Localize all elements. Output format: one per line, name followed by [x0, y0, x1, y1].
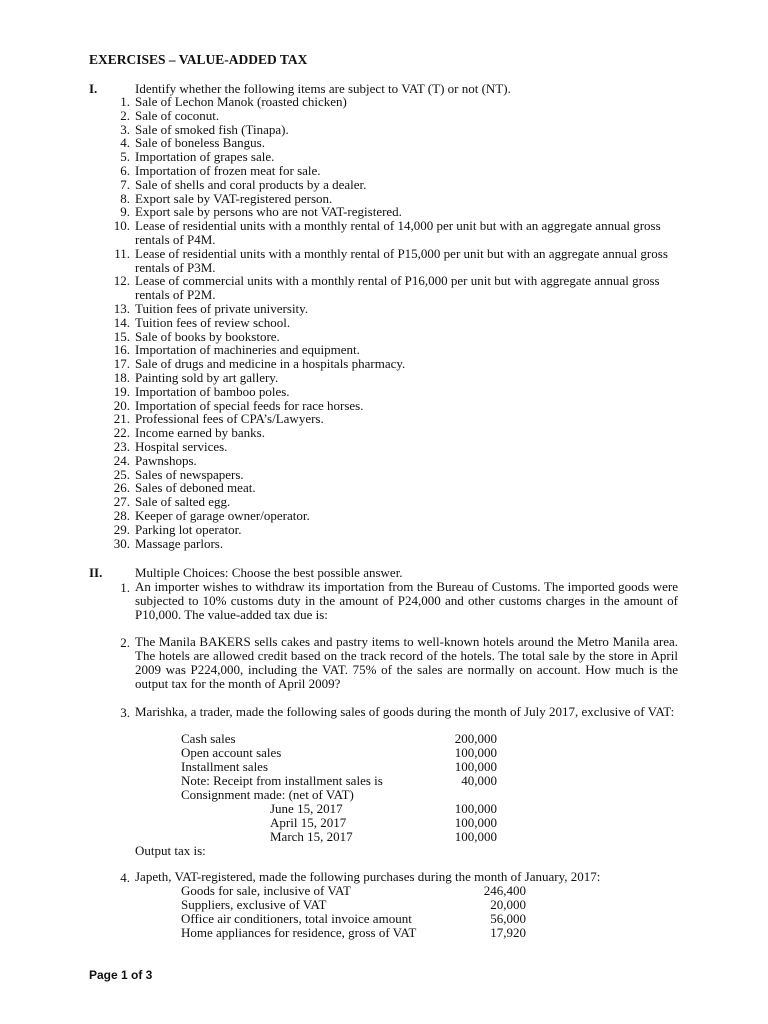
- list-item: [104, 178, 694, 192]
- list-item-number: 17.: [113, 356, 130, 372]
- list-item: [104, 537, 694, 551]
- list-item-text: Sale of books by bookstore.: [135, 328, 280, 344]
- list-item-number: 15.: [113, 328, 130, 344]
- section-1-number: I.: [89, 81, 98, 96]
- table-label: Suppliers, exclusive of VAT: [181, 897, 327, 912]
- list-item-number: 20.: [113, 397, 130, 413]
- table-label: June 15, 2017: [270, 801, 343, 816]
- list-item-text: Professional fees of CPA’s/Lawyers.: [135, 411, 324, 427]
- list-item: [104, 205, 694, 219]
- list-item-number: 25.: [113, 466, 130, 482]
- list-item: [104, 495, 694, 509]
- list-item-number: 14.: [113, 314, 130, 330]
- list-item: [104, 330, 694, 344]
- list-item-text: Sale of salted egg.: [135, 494, 231, 510]
- list-item-number: 12.: [113, 273, 130, 289]
- list-item-text: Export sale by VAT-registered person.: [135, 190, 333, 206]
- list-item-number: 22.: [113, 425, 130, 441]
- page-number-footer: Page 1 of 3: [89, 968, 153, 982]
- list-item: [104, 150, 694, 164]
- list-item-number: 18.: [113, 369, 130, 385]
- list-item: [104, 219, 694, 247]
- list-item-number: 8.: [120, 190, 130, 206]
- list-item-text: Parking lot operator.: [135, 521, 242, 537]
- question-1: [104, 580, 678, 622]
- table-value: 20,000: [490, 897, 526, 912]
- list-item-number: 6.: [120, 162, 130, 178]
- list-item: [104, 399, 694, 413]
- question-text: Marishka, a trader, made the following sales of goods during the month of July 2017, exclusive of VAT:: [135, 704, 675, 719]
- section-1-intro: Identify whether the following items are subject to VAT (T) or not (NT).: [135, 81, 511, 96]
- section-2-intro: Multiple Choices: Choose the best possible answer.: [135, 565, 403, 580]
- list-item: [104, 316, 694, 330]
- list-item: [104, 343, 694, 357]
- list-item-number: 4.: [120, 135, 130, 151]
- list-item-text: Importation of grapes sale.: [135, 149, 275, 165]
- list-item: [104, 95, 694, 109]
- list-item-text: Sale of smoked fish (Tinapa).: [135, 121, 289, 137]
- table-value: 100,000: [454, 829, 497, 844]
- question-text: The Manila BAKERS sells cakes and pastry items to well-known hotels around the Metro Manila area. The hotels are allowed credit based on the track record of the hotels. The total sale by the store in April 2009 was P224,000, including the VAT. 75% of the sales are normally on account. How much is the output tax for the month of April 2009?: [135, 634, 678, 691]
- list-item-number: 30.: [113, 535, 130, 551]
- list-item-number: 21.: [113, 411, 130, 427]
- question-3: [104, 705, 678, 719]
- list-item: [104, 385, 694, 399]
- list-item: [104, 440, 694, 454]
- list-item-number: 3.: [120, 121, 130, 137]
- list-item-text: Tuition fees of private university.: [135, 300, 309, 316]
- list-item-number: 7.: [120, 176, 130, 192]
- list-item: [104, 136, 694, 150]
- list-item-number: 28.: [113, 507, 130, 523]
- question-3-sales-table: [0, 732, 768, 844]
- table-value: 100,000: [454, 745, 497, 760]
- list-item-number: 26.: [113, 480, 130, 496]
- table-label: Office air conditioners, total invoice amount: [181, 911, 412, 926]
- table-label: March 15, 2017: [270, 829, 353, 844]
- list-item-text: Lease of commercial units with a monthly rental of P16,000 per unit but with aggregate annual gross rentals of P2M.: [135, 273, 660, 303]
- list-item: [104, 164, 694, 178]
- list-item: [104, 371, 694, 385]
- question-4: [104, 870, 678, 884]
- question-3-footer: Output tax is:: [135, 843, 206, 858]
- list-item-number: 11.: [114, 245, 130, 261]
- list-item-text: Lease of residential units with a monthly rental of 14,000 per unit but with an aggregate annual gross rentals of P4M.: [135, 218, 661, 247]
- list-item-text: Sale of Lechon Manok (roasted chicken): [135, 94, 347, 109]
- table-label: Installment sales: [181, 759, 269, 774]
- question-2: [104, 635, 678, 691]
- page-title: EXERCISES – VALUE-ADDED TAX: [89, 52, 308, 67]
- table-value: 17,920: [490, 925, 526, 940]
- list-item: [104, 357, 694, 371]
- list-item-text: Tuition fees of review school.: [135, 314, 291, 330]
- list-item: [104, 468, 694, 482]
- list-item-text: Income earned by banks.: [135, 425, 265, 441]
- list-item-number: 1.: [120, 94, 130, 109]
- table-value: 100,000: [454, 801, 497, 816]
- question-number: 4.: [120, 870, 130, 885]
- table-label: April 15, 2017: [270, 815, 347, 830]
- list-item-number: 16.: [113, 342, 130, 358]
- list-item-text: Sales of deboned meat.: [135, 480, 256, 496]
- list-item: [104, 247, 694, 275]
- list-item-text: Hospital services.: [135, 438, 228, 454]
- list-item-text: Keeper of garage owner/operator.: [135, 507, 310, 523]
- table-label: Home appliances for residence, gross of VAT: [181, 925, 417, 940]
- table-value: 246,400: [483, 883, 526, 898]
- list-item-text: Importation of machineries and equipment.: [135, 342, 360, 358]
- list-item-number: 24.: [113, 452, 130, 468]
- list-item: [104, 509, 694, 523]
- list-item-number: 29.: [113, 521, 130, 537]
- table-label: Consignment made: (net of VAT): [181, 787, 354, 802]
- list-item-text: Sale of boneless Bangus.: [135, 135, 265, 151]
- table-value: 56,000: [490, 911, 526, 926]
- table-value: 40,000: [461, 773, 497, 788]
- list-item-text: Export sale by persons who are not VAT-registered.: [135, 204, 402, 220]
- table-label: Cash sales: [181, 731, 236, 746]
- list-item-text: Lease of residential units with a monthly rental of P15,000 per unit but with an aggregate annual gross rentals of P3M.: [135, 245, 668, 275]
- list-item-text: Importation of frozen meat for sale.: [135, 162, 321, 178]
- list-item: [104, 481, 694, 495]
- list-item-text: Importation of bamboo poles.: [135, 383, 290, 399]
- list-item: [104, 123, 694, 137]
- list-item-number: 9.: [120, 204, 130, 220]
- question-4-purchases-table: [0, 884, 768, 940]
- list-item-text: Importation of special feeds for race horses.: [135, 397, 364, 413]
- question-text: An importer wishes to withdraw its importation from the Bureau of Customs. The imported goods were subjected to 10% customs duty in the amount of P24,000 and other customs charges in the amount of P10,000. The value-added tax due is:: [135, 579, 678, 622]
- list-item-text: Painting sold by art gallery.: [135, 369, 279, 385]
- list-item: [104, 274, 694, 302]
- section-2-number: II.: [89, 565, 103, 580]
- table-value: 200,000: [454, 731, 497, 746]
- list-item-text: Massage parlors.: [135, 535, 224, 551]
- table-label: Goods for sale, inclusive of VAT: [181, 883, 351, 898]
- list-item-number: 5.: [120, 149, 130, 165]
- table-value: 100,000: [454, 759, 497, 774]
- list-item-text: Sale of shells and coral products by a dealer.: [135, 176, 367, 192]
- list-item-number: 13.: [113, 300, 130, 316]
- list-item-number: 23.: [113, 438, 130, 454]
- list-item-text: Pawnshops.: [135, 452, 197, 468]
- question-number: 3.: [120, 705, 130, 720]
- list-item-number: 27.: [113, 494, 130, 510]
- question-number: 1.: [120, 580, 130, 595]
- table-value: 100,000: [454, 815, 497, 830]
- question-text: Japeth, VAT-registered, made the following purchases during the month of January, 2017:: [135, 869, 601, 884]
- table-label: Open account sales: [181, 745, 282, 760]
- list-item-number: 2.: [120, 107, 130, 123]
- list-item: [104, 412, 694, 426]
- list-item: [104, 109, 694, 123]
- question-number: 2.: [120, 635, 130, 650]
- list-item-text: Sale of drugs and medicine in a hospitals pharmacy.: [135, 356, 406, 372]
- list-item-text: Sale of coconut.: [135, 107, 220, 123]
- list-item: [104, 426, 694, 440]
- table-label: Note: Receipt from installment sales is: [181, 773, 383, 788]
- list-item: [104, 302, 694, 316]
- list-item-text: Sales of newspapers.: [135, 466, 244, 482]
- list-item-number: 10.: [113, 218, 130, 234]
- list-item: [104, 523, 694, 537]
- section-1-list: [104, 95, 694, 550]
- list-item: [104, 454, 694, 468]
- list-item: [104, 192, 694, 206]
- list-item-number: 19.: [113, 383, 130, 399]
